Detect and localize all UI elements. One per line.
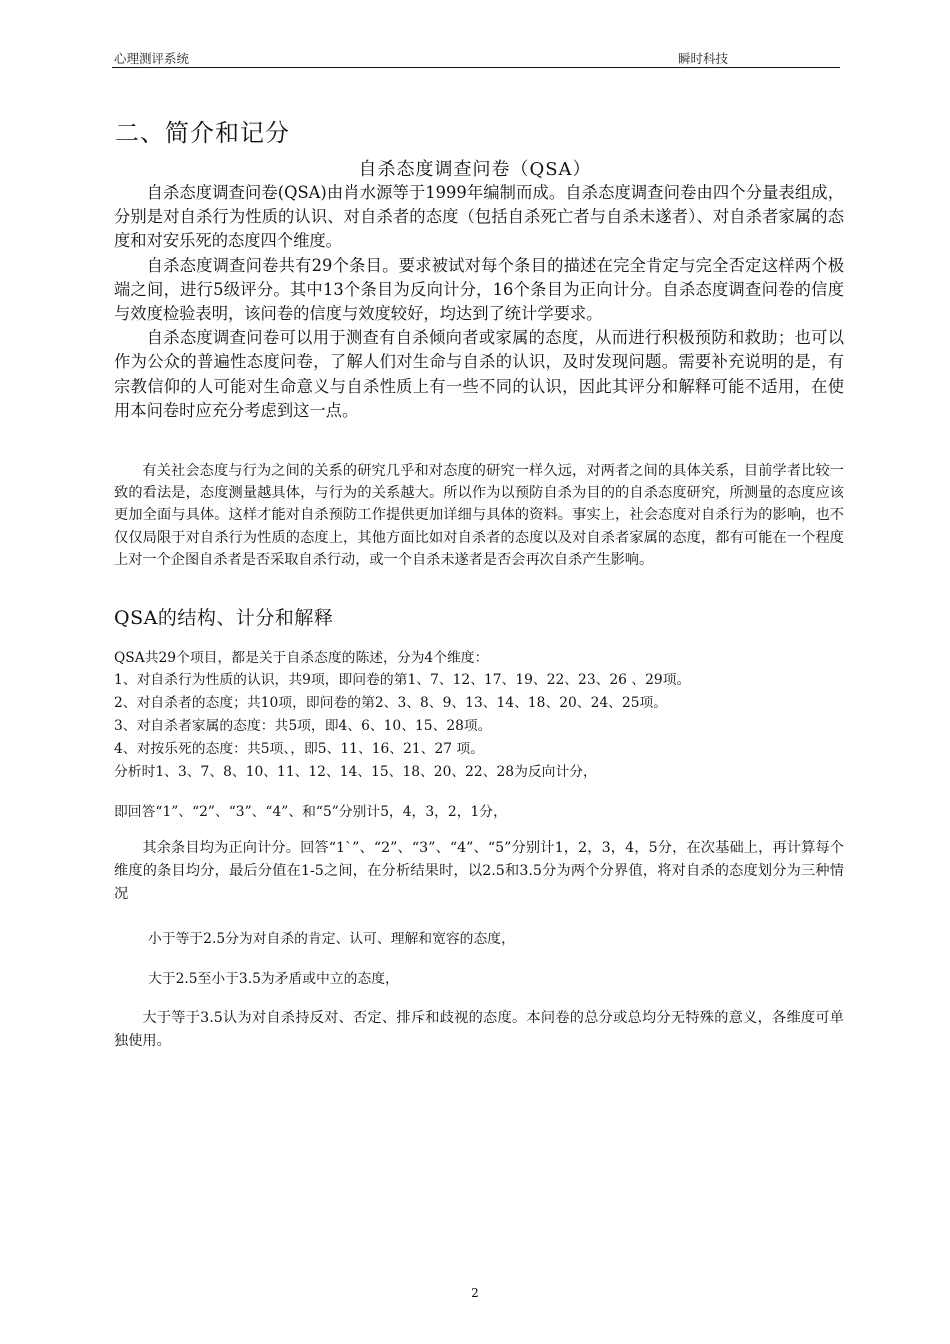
section-heading: 二、简介和记分 — [115, 119, 290, 147]
scoring-paragraph: 其余条目均为正向计分。回答“1`”、“2”、“3”、“4”、“5”分别计1，2，3，4，5分，在次基础上，再计算每个维度的条目均分，最后分值在1-5之间，在分析结果时，以2.5和3.5分为两个分界值，将对自杀的态度划分为三种情况 — [114, 840, 844, 902]
intro-paragraph-2: 自杀态度调查问卷共有29个条目。要求被试对每个条目的描述在完全肯定与完全否定这样两个极端之间，进行5级评分。其中13个条目为反向计分，16个条目为正向计分。自杀态度调查问卷的信度与效度检验表明，该问卷的信度与效度较好，均达到了统计学要求。 — [114, 255, 844, 324]
level-middle: 大于2.5至小于3.5为矛盾或中立的态度， — [148, 971, 399, 987]
structure-line-4: 3、对自杀者家属的态度：共5项，即4、6、10、15、28项。 — [114, 718, 492, 734]
structure-heading: QSA的结构、计分和解释 — [114, 607, 334, 629]
intro-section — [114, 181, 844, 423]
research-paragraph: 有关社会态度与行为之间的关系的研究几乎和对态度的研究一样久远，对两者之间的具体关系，目前学者比较一致的看法是，态度测量越具体，与行为的关系越大。所以作为以预防自杀为目的的自杀态度研究，所测量的态度应该更加全面与具体。这样才能对自杀预防工作提供更加详细与具体的资料。事实上，社会态度对自杀行为的影响，也不仅仅局限于对自杀行为性质的态度上，其他方面比如对自杀者的态度以及对自杀者家属的态度，都有可能在一个程度上对一个企图自杀者是否采取自杀行动，或一个自杀未遂者是否会再次自杀产生影响。 — [114, 463, 844, 568]
level-low: 小于等于2.5分为对自杀的肯定、认可、理解和宽容的态度， — [148, 931, 515, 947]
intro-paragraph-3: 自杀态度调查问卷可以用于测查有自杀倾向者或家属的态度，从而进行积极预防和救助；也可以作为公众的普遍性态度问卷，了解人们对生命与自杀的认识，及时发现问题。需要补充说明的是，有宗教信仰的人可能对生命意义与自杀性质上有一些不同的认识，因此其评分和解释可能不适用，在使用本问卷时应充分考虑到这一点。 — [114, 328, 844, 420]
structure-line-2: 1、对自杀行为性质的认识，共9项，即问卷的第1、7、12、17、19、22、23、26 、29项。 — [114, 672, 691, 688]
header-system-name: 心理测评系统 — [114, 51, 190, 66]
header-company-name: 瞬时科技 — [678, 51, 729, 66]
reverse-scoring-line: 即回答“1”、“2”、“3”、“4”、和“5”分别计5，4，3，2，1分， — [114, 804, 507, 820]
structure-line-6: 分析时1、3、7、8、10、11、12、14、15、18、20、22、28为反向计分， — [114, 764, 597, 780]
header-divider — [112, 67, 840, 68]
intro-paragraph-1: 自杀态度调查问卷(QSA)由肖水源等于1999年编制而成。自杀态度调查问卷由四个分量表组成，分别是对自杀行为性质的认识、对自杀者的态度（包括自杀死亡者与自杀未遂者）、对自杀者家属的态度和对安乐死的态度四个维度。 — [114, 183, 844, 251]
structure-line-1: QSA共29个项目，都是关于自杀态度的陈述，分为4个维度： — [114, 650, 489, 666]
questionnaire-title: 自杀态度调查问卷（QSA） — [358, 159, 592, 180]
final-paragraph: 大于等于3.5认为对自杀持反对、否定、排斥和歧视的态度。本问卷的总分或总均分无特殊的意义，各维度可单独使用。 — [114, 1010, 844, 1049]
page-number: 2 — [471, 1286, 479, 1300]
page-header — [112, 48, 840, 66]
structure-line-3: 2、对自杀者的态度；共10项，即问卷的第2、3、8、9、13、14、18、20、24、25项。 — [114, 695, 668, 711]
structure-line-5: 4、对按乐死的态度：共5项、，即5、11、16、21、27 项。 — [114, 741, 484, 757]
